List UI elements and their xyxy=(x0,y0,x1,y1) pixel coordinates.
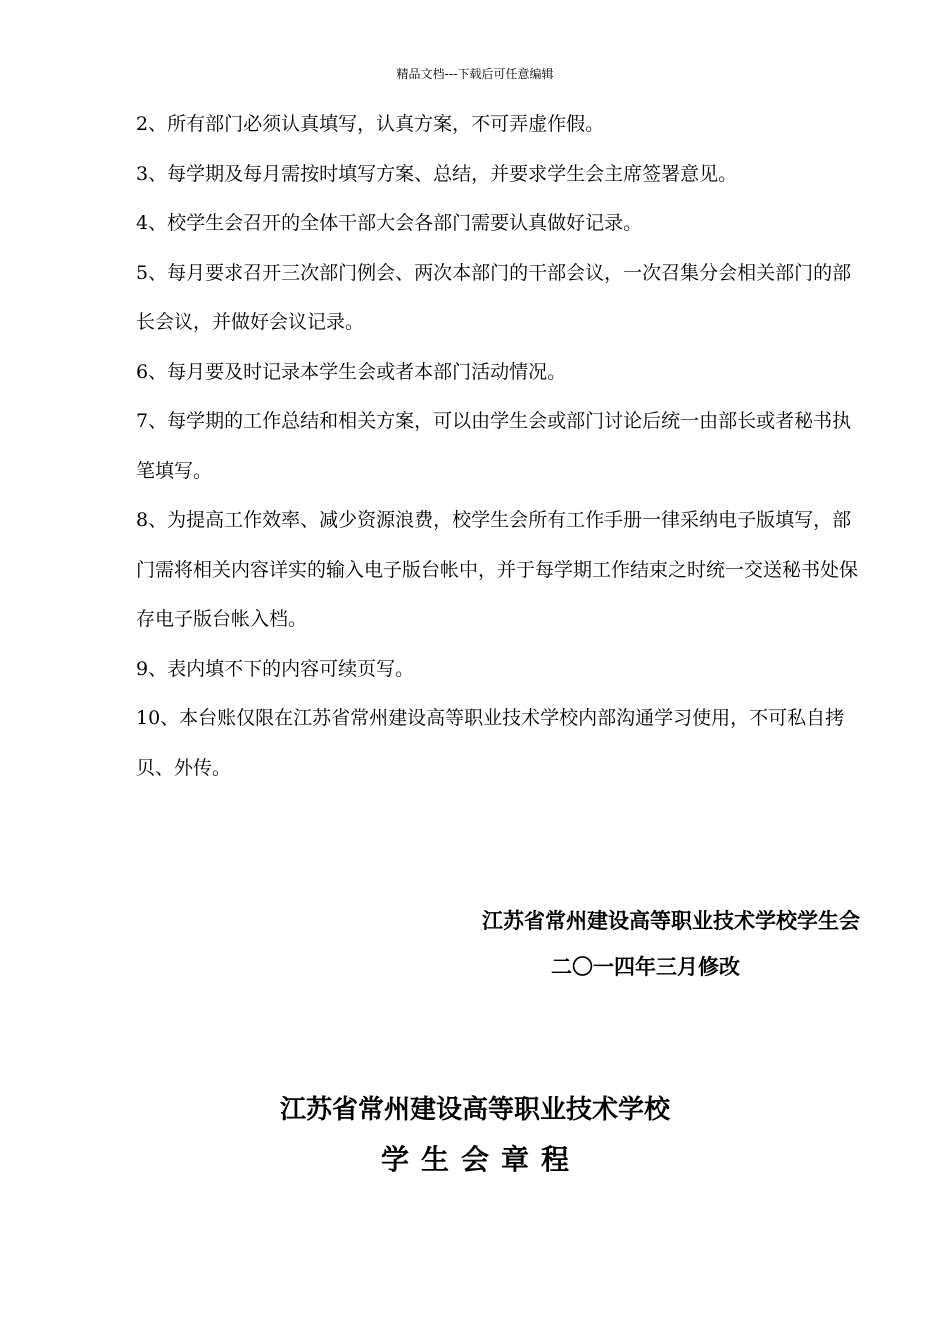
page-header: 精品文档---下载后可任意编辑 xyxy=(396,67,554,81)
rule-item: 3、每学期及每月需按时填写方案、总结，并要求学生会主席签署意见。 xyxy=(136,162,738,185)
charter-heading xyxy=(0,1085,950,1185)
rule-item: 5、每月要求召开三次部门例会、两次本部门的干部会议，一次召集分会相关部门的部长会议，并做好会议记录。 xyxy=(136,261,852,333)
rule-item: 6、每月要及时记录本学生会或者本部门活动情况。 xyxy=(136,360,567,383)
rule-item: 8、为提高工作效率、减少资源浪费，校学生会所有工作手册一律采纳电子版填写，部门需将相关内容详实的输入电子版台帐中，并于每学期工作结束之时统一交送秘书处保存电子版台帐入档。 xyxy=(136,509,859,630)
rules-list xyxy=(136,100,860,793)
signature-date: 二〇一四年三月修改 xyxy=(551,955,740,979)
rule-item: 2、所有部门必须认真填写，认真方案，不可弄虚作假。 xyxy=(136,113,605,135)
rule-item: 9、表内填不下的内容可续页写。 xyxy=(136,657,415,680)
signature-block xyxy=(0,898,860,990)
rule-item: 4、校学生会召开的全体干部大会各部门需要认真做好记录。 xyxy=(136,212,643,234)
signature-org: 江苏省常州建设高等职业技术学校学生会 xyxy=(482,909,860,933)
rule-item: 7、每学期的工作总结和相关方案，可以由学生会或部门讨论后统一由部长或者秘书执笔填写。 xyxy=(136,410,852,482)
charter-title: 学生会章程 xyxy=(380,1143,581,1176)
rule-item: 10、本台账仅限在江苏省常州建设高等职业技术学校内部沟通学习使用，不可私自拷贝、外传。 xyxy=(136,707,845,779)
charter-school-name: 江苏省常州建设高等职业技术学校 xyxy=(279,1095,670,1125)
